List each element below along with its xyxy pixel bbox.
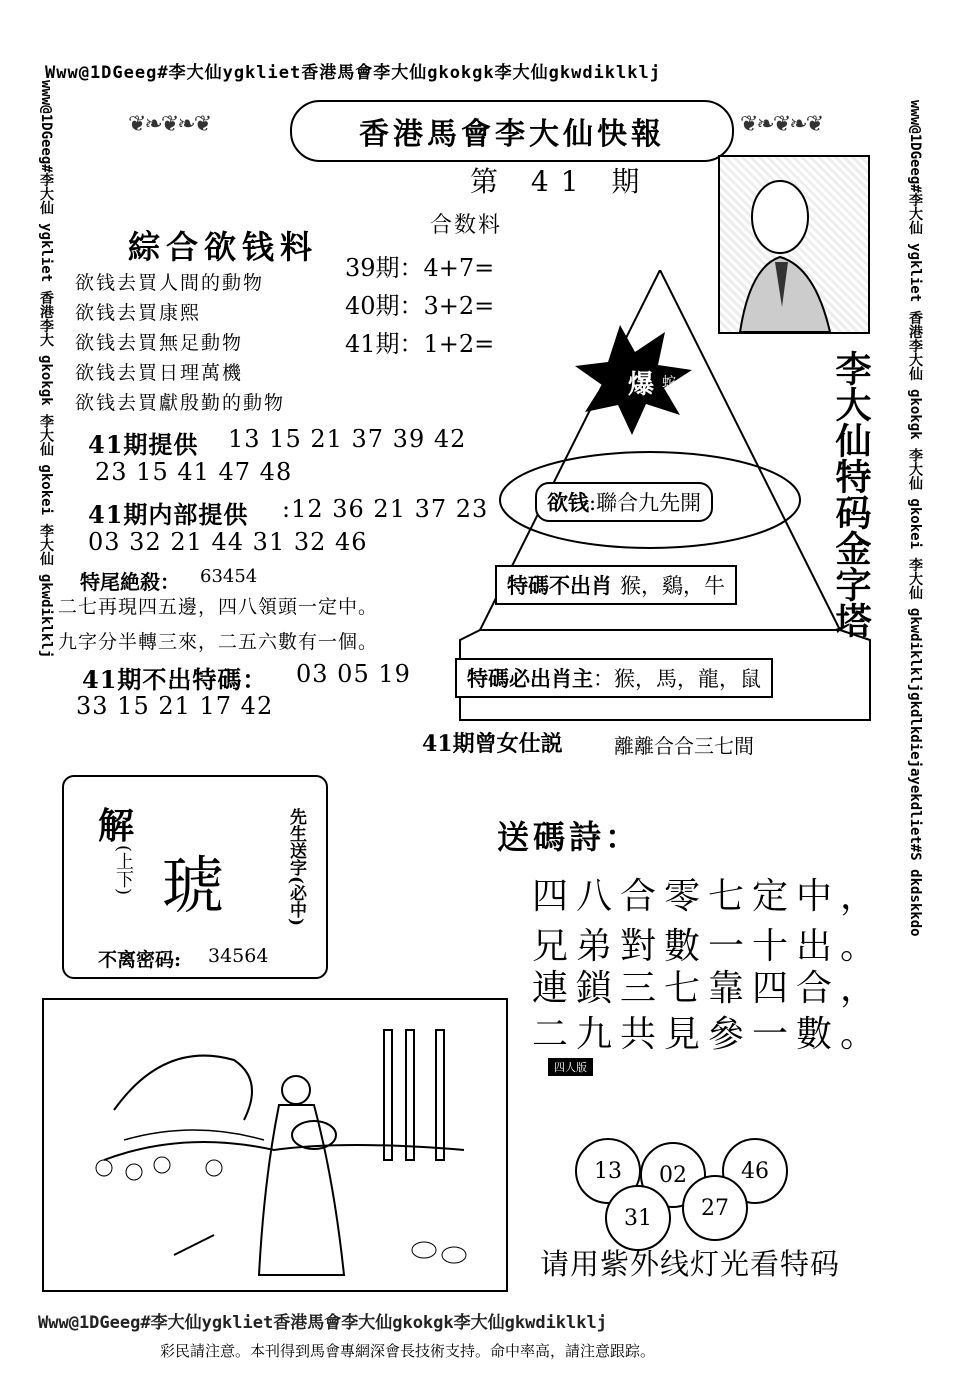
not-out-label: 41期不出特碼： (82, 665, 268, 694)
zonghe-line-1: 欲钱去買人間的動物 (75, 272, 265, 294)
watermark-right: www@1DGeeg#李大仙 ygkliet 香港李大仙 gkokgk 李大仙 gkokei 李大仙 gkwdiklkljgkdlkdiejayekdliet#S dkdskkdo (907, 100, 923, 937)
tail-kill-label: 特尾絶殺： (80, 570, 180, 594)
pyramid-box-2-label: 特碼不出肖 (507, 573, 612, 598)
pyramid-vertical-title: 李大仙特码金字塔 (830, 350, 872, 638)
right-ornament: ❦❧❦❧❦ (740, 112, 823, 137)
ball-1: 13 (575, 1138, 641, 1204)
poem-line-2: 兄弟對數一十出。 (532, 926, 885, 967)
poem-line-4: 二九共見參一數。 (532, 1014, 885, 1055)
scholar-scene-icon (44, 1000, 506, 1290)
masthead-banner: 香港馬會李大仙快報 (290, 100, 734, 162)
zeng-text: 離離合合三七間 (614, 734, 754, 758)
left-ornament: ❦❧❦❧❦ (128, 112, 211, 137)
poem-line-1: 四八合零七定中， (532, 876, 885, 917)
riddle-char: 琥 (162, 849, 225, 922)
pyramid-box-1 (535, 482, 713, 522)
provide-numbers-1: 13 15 21 37 39 42 (228, 425, 467, 453)
poem-line-3: 連鎖三七靠四合， (532, 968, 885, 1009)
pyramid-box-1-text: :聯合九先開 (589, 491, 702, 515)
ball-5: 27 (682, 1175, 748, 1241)
zonghe-line-4: 欲钱去買日理萬機 (75, 362, 244, 384)
burst-small-text: 蛇 (662, 375, 676, 391)
uv-hint: 请用紫外线灯光看特码 (540, 1247, 841, 1281)
pyramid-box-3-label: 特碼必出肖主 (467, 666, 593, 691)
pyramid-box-2 (495, 565, 737, 605)
not-out-numbers-1: 03 05 19 (296, 660, 411, 688)
provide-numbers-2: 23 15 41 47 48 (95, 458, 293, 486)
tail-kill-value: 63454 (200, 566, 258, 587)
hanshu-line-39: 39期：4+7= (345, 254, 495, 282)
watermark-bottom: Www@1DGeeg#李大仙ygkliet香港馬會李大仙gkokgk李大仙gkwdiklklj (38, 1313, 607, 1333)
poem-stamp: 四人版 (548, 1058, 593, 1076)
riddle-updown: (上下) (113, 845, 134, 896)
not-out-numbers-2: 33 15 21 17 42 (76, 692, 274, 720)
watermark-top: Www@1DGeeg#李大仙ygkliet香港馬會李大仙gkokgk李大仙gkwdiklklj (45, 63, 661, 83)
issue-number: 第 41 期 (470, 165, 652, 198)
ball-4: 31 (605, 1185, 671, 1251)
secret-label: 不离密码: (98, 949, 182, 971)
watermark-left: www@1DGeeg#李大仙 ygkliet 香港李大 gkokgk 李大仙 gkokei 李大仙 gkwdiklklj (38, 80, 54, 659)
provide-label: 41期提供 (88, 430, 199, 459)
scholar-illustration (42, 998, 508, 1292)
pyramid-box-3 (455, 658, 773, 698)
zonghe-line-2: 欲钱去買康熙 (75, 302, 202, 324)
internal-label: 41期内部提供 (88, 500, 249, 529)
verse-line-2: 九字分半轉三來，二五六數有一個。 (58, 631, 379, 653)
internal-numbers-1: :12 36 21 37 23 (282, 495, 489, 523)
hanshu-title: 合数料 (430, 213, 503, 238)
riddle-side-text: 先生送字(必中) (286, 808, 306, 927)
poem-title: 送碼詩： (497, 818, 642, 856)
ball-2: 02 (640, 1142, 706, 1208)
zonghe-line-3: 欲钱去買無足動物 (75, 332, 244, 354)
zonghe-title: 綜合欲钱料 (128, 228, 319, 266)
footer-note: 彩民請注意。本刊得到馬會專網深會長技術支持。命中率高，請注意跟踪。 (160, 1342, 656, 1360)
hanshu-line-40: 40期：3+2= (345, 292, 495, 320)
hanshu-line-41: 41期：1+2= (345, 330, 495, 358)
ball-3: 46 (722, 1138, 788, 1204)
zonghe-line-5: 欲钱去買獻殷勤的動物 (75, 392, 286, 414)
pyramid-box-3-text: ：猴，馬，龍，鼠 (593, 667, 761, 691)
pyramid-box-2-text: 猴，鷄，牛 (620, 574, 725, 598)
verse-line-1: 二七再現四五邊，四八領頭一定中。 (58, 596, 379, 618)
pyramid-box-1-label: 欲钱 (547, 490, 589, 515)
secret-value: 34564 (208, 945, 269, 967)
zeng-label: 41期曾女仕説 (422, 731, 563, 757)
burst-text: 爆 (628, 370, 655, 400)
internal-numbers-2: 03 32 21 44 31 32 46 (88, 528, 368, 556)
riddle-jie: 解 (98, 805, 135, 847)
